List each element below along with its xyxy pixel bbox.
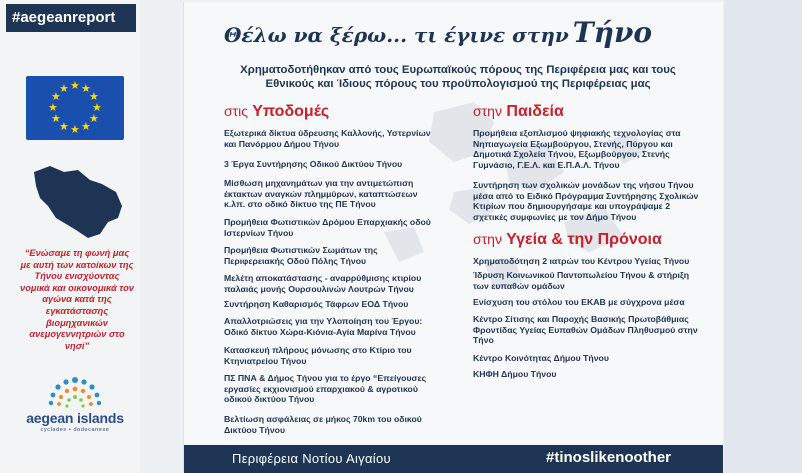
list-item: Ενίσχυση του στόλου του ΕΚΑΒ με σύγχρονα μέσα — [473, 297, 685, 307]
list-item: Κέντρο Κοινότητας Δήμου Τήνου — [473, 353, 609, 363]
right-background-strip — [724, 0, 802, 473]
footer-hashtag: #tinoslikenoother — [546, 449, 672, 466]
list-item: ΠΣ ΠΝΑ & Δήμος Τήνου για το έργο “Επείγουσες εργασίες εκχιονισμού επαρχιακού & αγροτικού οδικού δικτύου Τήνου — [224, 373, 427, 405]
list-item: Μίσθωση μηχανημάτων για την αντιμετώπιση έκτακτων αναγκών πλημμύρων, καταπτώσεων κ.λπ. στο οδικό δίκτυο της ΠΕ Τήνου — [224, 178, 418, 210]
eu-star-icon: ★ — [59, 82, 69, 95]
eu-star-icon: ★ — [70, 124, 80, 136]
section-name: Υγεία & την Πρόνοια — [506, 231, 662, 248]
eu-flag-icon — [26, 76, 124, 140]
eu-star-icon: ★ — [50, 113, 61, 125]
sidebar-quote: “Ενώσαμε τη φωνή μας με αυτή των κατοίκων της Τήνου ενισχύοντας νομικά και οικονομικά τον αγώνα κατά της εγκατάστασης βιομηχανικών ανεμογεννητριών στο νησί” — [20, 248, 134, 351]
section-title-health — [473, 231, 662, 249]
logo-wordmark: aegean islands — [26, 410, 124, 426]
eu-star-icon: ★ — [59, 121, 69, 134]
list-item: Συντήρηση των σχολικών μονάδων της νήσου Τήνου μέσα από το Ειδικό Πρόγραμμα Συντήρησης Σχολικών Κτιρίων που δημιουργήσαμε και υπογράψαμε 2 σχετικές συμφωνίες με τον Δήμο Τήνου — [473, 180, 699, 222]
list-item: Προμήθεια Φωτιστικών Σωμάτων της Περιφερειακής Οδού Πόλης Τήνου — [224, 245, 378, 266]
eu-star-icon: ★ — [89, 113, 99, 125]
list-item: Απαλλοτριώσεις για την Υλοποίηση του Έργου: Οδικό δίκτυο Χώρα-Κιόνια-Αγία Μαρίνα Τήνου — [224, 316, 423, 337]
list-item: Ίδρυση Κοινωνικού Παντοπωλείου Τήνου & στήριξη των ευπαθών ομάδων — [473, 270, 690, 291]
logo-subtitle: cyclades • dodecanese — [40, 427, 110, 433]
footer-region: Περιφέρεια Νοτίου Αιγαίου — [232, 451, 391, 466]
poster-title — [224, 16, 652, 49]
section-lead: στην — [473, 231, 502, 247]
eu-star-icon: ★ — [48, 102, 58, 114]
list-item: Χρηματοδότηση 2 ιατρών του Κέντρου Υγείας Τήνου — [473, 256, 690, 266]
list-item: Προμήθεια εξοπλισμού ψηφιακής τεχνολογίας στα Νηπιαγωγεία Εξωμβούργου, Στενής, Πύργου και Δημοτικά Σχολεία Τήνου, Εξωμβούργου, Στενής Γυμνάσιο, Γ.Ε.Λ. και Ε.Π.Α.Λ. Τήνου — [473, 128, 681, 170]
aegean-islands-logo — [20, 372, 130, 442]
list-item: ΚΗΦΗ Δήμου Τήνου — [473, 369, 557, 379]
list-item: Εξωτερικά δίκτυα ύδρευσης Καλλονής, Υστερνίων και Πανόρμου Δήμου Τήνου — [224, 128, 431, 149]
eu-star-icon: ★ — [50, 91, 61, 103]
section-lead: στις — [224, 103, 249, 119]
eu-star-icon: ★ — [81, 82, 91, 95]
section-name: Υποδομές — [252, 103, 330, 120]
list-item: Κατασκευή πλήρους μόνωσης στο Κτίριο του Κτηνιατρείου Τήνου — [224, 345, 412, 366]
section-title-education — [473, 103, 564, 121]
eu-star-icon: ★ — [81, 121, 91, 134]
intro-text: Χρηματοδοτήθηκαν από τους Ευρωπαϊκούς πόρους της Περιφέρεια μας και τους Εθνικούς και Ίδιους πόρους του προϋπολογισμού της Περιφέρειας μας — [240, 64, 676, 90]
eu-star-icon: ★ — [70, 80, 80, 92]
poster-footer — [184, 445, 723, 473]
eu-star-icon: ★ — [92, 102, 102, 114]
section-lead: στην — [473, 103, 502, 119]
main-poster-card — [183, 2, 723, 473]
list-item: Προμήθεια Φωτιστικών Δρόμου Επαρχιακής οδού Ιστερνίων Τήνου — [224, 217, 431, 238]
title-place: Τήνο — [572, 16, 653, 49]
section-title-infrastructure — [224, 103, 329, 121]
tinos-island-map-icon — [30, 162, 125, 242]
left-sidebar — [0, 0, 140, 473]
list-item: Μελέτη αποκατάστασης - αναρρύθμισης κτιρίου παλαιάς μονής Ουρσουλινών Λουτρών Τήνου — [224, 273, 422, 294]
list-item: 3 Έργα Συντήρησης Οδικού Δικτύου Τήνου — [224, 159, 403, 169]
list-item: Συντήρηση Καθαρισμός Τάφρων ΕΟΔ Τήνου — [224, 299, 409, 309]
dots-arch-icon — [20, 372, 130, 412]
aegeanreport-hashtag: #aegeanreport — [6, 4, 136, 32]
list-item: Κέντρο Σίτισης και Παροχής Βασικής Πρωτοβάθμιας Φροντίδας Υγείας Ευπαθών Ομάδων Πληθυσμού στην Τήνο — [473, 314, 698, 346]
eu-star-icon: ★ — [89, 91, 99, 103]
section-name: Παιδεία — [506, 103, 564, 120]
title-main: Θέλω να ξέρω... τι έγινε στην — [224, 23, 569, 47]
list-item: Βελτίωση ασφάλειας σε μήκος 70km του οδικού Δικτύου Τήνου — [224, 414, 422, 435]
